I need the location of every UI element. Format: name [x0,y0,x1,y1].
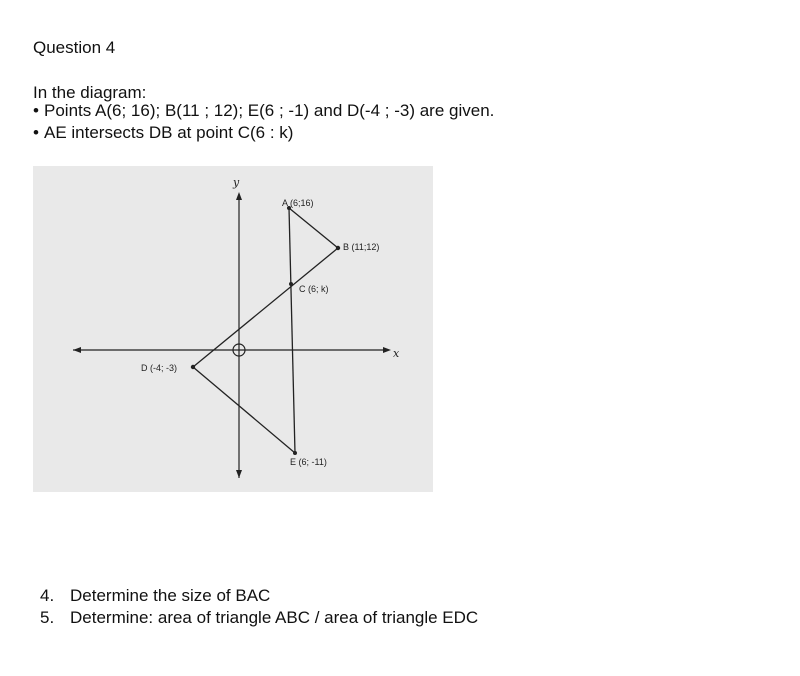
bullet-icon: • [33,101,39,120]
question-item-4 [40,585,478,607]
coordinate-diagram [33,166,433,492]
point-D [191,365,195,369]
bullet-icon: • [33,123,39,142]
question-number: 5. [40,608,55,627]
bullet-intersection [33,123,293,143]
point-E [293,451,297,455]
bullet-points-given [33,101,494,121]
question-list [40,585,478,629]
bullet-text: Points A(6; 16); B(11 ; 12); E(6 ; -1) and D(-4 ; -3) are given. [44,101,495,120]
y-axis-arrow-up [236,192,242,200]
question-text: Determine: area of triangle ABC / area of triangle EDC [70,608,479,627]
question-item-5 [40,607,478,629]
question-title: Question 4 [33,38,116,57]
segment-DE [193,367,295,453]
question-number: 4. [40,586,55,605]
point-B [336,246,340,250]
x-axis-arrow-right [383,347,391,353]
y-axis-label: y [233,176,240,189]
question-text: Determine the size of BAC [70,586,271,605]
bullet-text: AE intersects DB at point C(6 : k) [44,123,294,142]
y-axis-arrow-down [236,470,242,478]
point-C [289,282,293,286]
x-axis-arrow-left [73,347,81,353]
label-A: A (6;16) [282,198,314,208]
label-D: D (-4; -3) [141,363,177,373]
label-C: C (6; k) [299,284,329,294]
x-axis-label: x [393,347,400,360]
segment-AB [289,208,338,248]
line-DB [193,248,338,367]
intro-lead: In the diagram: [33,83,147,102]
label-B: B (11;12) [343,242,380,252]
label-E: E (6; -11) [290,457,327,467]
diagram-svg [33,166,433,492]
line-AE [289,208,295,453]
